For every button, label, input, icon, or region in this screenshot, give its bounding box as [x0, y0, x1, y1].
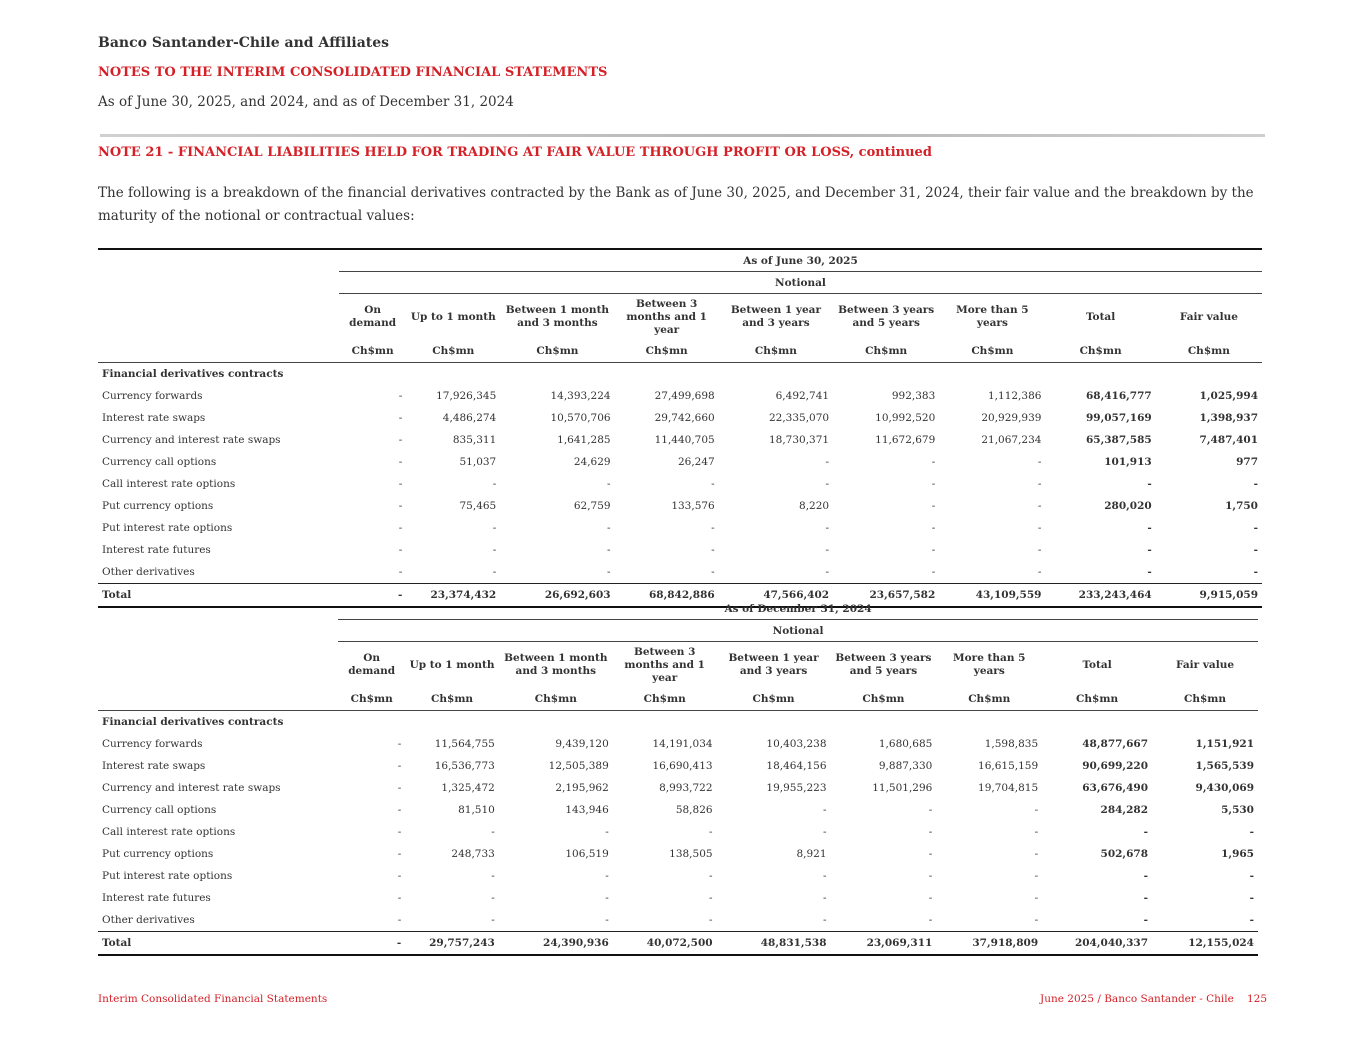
column-header: Fair value: [1175, 658, 1235, 671]
cell-value: -: [1034, 848, 1039, 860]
cell-value: 502,678: [1100, 848, 1149, 860]
cell-value: -: [1147, 566, 1152, 578]
cell-value: -: [1147, 522, 1152, 534]
total-value: 43,109,559: [939, 584, 1045, 608]
cell-value: -: [1147, 478, 1152, 490]
column-header: Between 3 months and 1 year: [624, 645, 705, 684]
cell-value: -: [397, 782, 402, 794]
cell-value: 90,699,220: [1082, 760, 1149, 772]
total-value: 233,243,464: [1045, 584, 1155, 608]
cell-value: -: [607, 478, 611, 490]
total-value: 37,918,809: [936, 932, 1042, 956]
cell-value: 14,393,224: [550, 390, 611, 402]
row-label: Interest rate swaps: [102, 760, 206, 772]
derivatives-table: [98, 248, 1262, 608]
cell-value: 10,992,520: [875, 412, 936, 424]
cell-value: -: [1037, 544, 1042, 556]
cell-value: 11,501,296: [872, 782, 933, 794]
cell-value: 58,826: [675, 804, 713, 816]
total-value: -: [338, 932, 405, 956]
unit-label: Ch$mn: [936, 688, 1042, 711]
cell-value: -: [398, 434, 403, 446]
cell-value: 992,383: [891, 390, 936, 402]
column-header: Between 1 month and 3 months: [505, 304, 610, 329]
cell-value: 248,733: [451, 848, 495, 860]
cell-value: 19,704,815: [978, 782, 1039, 794]
cell-value: 8,921: [796, 848, 827, 860]
cell-value: 1,151,921: [1195, 738, 1254, 750]
cell-value: -: [709, 892, 713, 904]
unit-label: Ch$mn: [831, 688, 937, 711]
cell-value: 1,398,937: [1199, 412, 1258, 424]
cell-value: -: [1147, 544, 1152, 556]
row-label: Other derivatives: [102, 566, 195, 578]
cell-value: 9,439,120: [555, 738, 609, 750]
cell-value: -: [822, 826, 827, 838]
cell-value: -: [397, 826, 402, 838]
cell-value: 16,690,413: [652, 760, 713, 772]
cell-value: 11,440,705: [654, 434, 715, 446]
cell-value: 20,929,939: [981, 412, 1042, 424]
table-row: [98, 733, 1258, 755]
cell-value: -: [1034, 892, 1039, 904]
table-row: [98, 451, 1262, 473]
cell-value: 106,519: [565, 848, 609, 860]
cell-value: -: [492, 522, 497, 534]
cell-value: -: [397, 738, 402, 750]
cell-value: -: [931, 500, 936, 512]
cell-value: -: [491, 826, 495, 838]
cell-value: 138,505: [669, 848, 713, 860]
cell-value: -: [928, 870, 933, 882]
column-header: Up to 1 month: [410, 310, 496, 323]
column-header: Between 1 year and 3 years: [730, 304, 821, 329]
row-label: Currency forwards: [102, 390, 203, 402]
cell-value: 1,565,539: [1195, 760, 1254, 772]
cell-value: -: [709, 914, 713, 926]
derivatives-table: [98, 598, 1258, 956]
cell-value: -: [825, 544, 830, 556]
table-row: [98, 843, 1258, 865]
row-label: Currency call options: [102, 456, 217, 468]
cell-value: 1,965: [1221, 848, 1254, 860]
cell-value: -: [1253, 522, 1258, 534]
cell-value: -: [1037, 456, 1042, 468]
cell-value: -: [1249, 870, 1254, 882]
table-row: [98, 407, 1262, 429]
cell-value: -: [928, 914, 933, 926]
cell-value: -: [825, 522, 830, 534]
cell-value: -: [1037, 500, 1042, 512]
cell-value: -: [931, 544, 936, 556]
cell-value: 1,680,685: [878, 738, 933, 750]
cell-value: 11,672,679: [875, 434, 936, 446]
cell-value: 1,025,994: [1199, 390, 1258, 402]
cell-value: -: [825, 566, 830, 578]
section-label: Financial derivatives contracts: [102, 716, 284, 728]
notes-title: NOTES TO THE INTERIM CONSOLIDATED FINANCIAL STATEMENTS: [98, 65, 608, 80]
unit-label: Ch$mn: [1156, 340, 1262, 363]
total-value: 12,155,024: [1152, 932, 1258, 956]
cell-value: -: [398, 478, 403, 490]
cell-value: 51,037: [459, 456, 497, 468]
cell-value: 835,311: [452, 434, 497, 446]
cell-value: 26,247: [677, 456, 715, 468]
cell-value: -: [822, 804, 827, 816]
cell-value: 65,387,585: [1085, 434, 1152, 446]
total-value: 23,657,582: [833, 584, 939, 608]
cell-value: 62,759: [573, 500, 611, 512]
table-row: [98, 887, 1258, 909]
cell-value: -: [825, 456, 830, 468]
cell-value: -: [1253, 544, 1258, 556]
page-number: 125: [1247, 993, 1268, 1005]
total-label: Total: [98, 584, 339, 608]
cell-value: 1,325,472: [441, 782, 495, 794]
cell-value: 75,465: [459, 500, 497, 512]
cell-value: -: [397, 892, 402, 904]
cell-value: 2,195,962: [555, 782, 609, 794]
cell-value: -: [1143, 826, 1149, 838]
footer-right: June 2025 / Banco Santander - Chile: [1040, 993, 1234, 1005]
cell-value: -: [605, 892, 609, 904]
cell-value: 10,403,238: [766, 738, 827, 750]
note-title: NOTE 21 - FINANCIAL LIABILITIES HELD FOR TRADING AT FAIR VALUE THROUGH PROFIT OR LOSS, continued: [98, 145, 932, 160]
cell-value: 1,112,386: [988, 390, 1042, 402]
cell-value: 6,492,741: [775, 390, 830, 402]
cell-value: -: [928, 892, 933, 904]
cell-value: -: [931, 478, 936, 490]
column-header: Total: [1085, 310, 1116, 323]
total-value: 26,692,603: [500, 584, 614, 608]
cell-value: 19,955,223: [766, 782, 827, 794]
cell-value: -: [491, 870, 495, 882]
unit-label: Ch$mn: [719, 340, 833, 363]
cell-value: -: [398, 500, 403, 512]
unit-label: Ch$mn: [500, 340, 614, 363]
cell-value: 133,576: [671, 500, 715, 512]
cell-value: 24,629: [573, 456, 611, 468]
table-row: [98, 539, 1262, 561]
unit-label: Ch$mn: [405, 688, 499, 711]
cell-value: -: [492, 566, 497, 578]
cell-value: -: [607, 522, 611, 534]
cell-value: -: [711, 522, 715, 534]
cell-value: -: [605, 870, 609, 882]
column-header: Up to 1 month: [409, 658, 495, 671]
cell-value: 977: [1236, 456, 1258, 468]
period-header: As of June 30, 2025: [339, 250, 1262, 272]
cell-value: 99,057,169: [1085, 412, 1152, 424]
row-label: Interest rate futures: [102, 892, 211, 904]
cell-value: -: [398, 456, 403, 468]
cell-value: 284,282: [1100, 804, 1149, 816]
cell-value: -: [1143, 870, 1149, 882]
table-row: [98, 909, 1258, 932]
cell-value: -: [711, 478, 715, 490]
cell-value: 48,877,667: [1082, 738, 1149, 750]
cell-value: -: [1253, 478, 1258, 490]
footer-left: Interim Consolidated Financial Statements: [98, 993, 328, 1005]
total-value: 23,069,311: [831, 932, 937, 956]
table-row: [98, 517, 1262, 539]
cell-value: -: [1034, 870, 1039, 882]
column-header: Between 1 year and 3 years: [728, 652, 819, 677]
table-row: [98, 755, 1258, 777]
column-header: More than 5 years: [953, 652, 1026, 677]
unit-label: Ch$mn: [339, 340, 406, 363]
cell-value: -: [1034, 804, 1039, 816]
unit-label: Ch$mn: [833, 340, 939, 363]
cell-value: -: [607, 566, 611, 578]
derivatives-table-dec-2024: [98, 598, 1258, 956]
unit-label: Ch$mn: [499, 688, 613, 711]
total-value: 23,374,432: [406, 584, 500, 608]
row-label: Put currency options: [102, 848, 214, 860]
cell-value: -: [931, 522, 936, 534]
cell-value: 10,570,706: [550, 412, 611, 424]
row-label: Interest rate futures: [102, 544, 211, 556]
row-label: Call interest rate options: [102, 826, 236, 838]
cell-value: 101,913: [1104, 456, 1152, 468]
table-row: [98, 865, 1258, 887]
row-label: Currency forwards: [102, 738, 203, 750]
unit-label: Ch$mn: [338, 688, 405, 711]
cell-value: -: [1249, 826, 1254, 838]
cell-value: 7,487,401: [1199, 434, 1258, 446]
cell-value: 68,416,777: [1085, 390, 1152, 402]
cell-value: -: [931, 456, 936, 468]
cell-value: 16,615,159: [978, 760, 1039, 772]
table-row: [98, 821, 1258, 843]
cell-value: -: [822, 914, 827, 926]
cell-value: -: [822, 892, 827, 904]
cell-value: 5,530: [1221, 804, 1254, 816]
section-label: Financial derivatives contracts: [102, 368, 284, 380]
cell-value: -: [397, 760, 402, 772]
cell-value: 143,946: [565, 804, 609, 816]
total-row: [98, 932, 1258, 956]
row-label: Currency call options: [102, 804, 217, 816]
intro-paragraph: The following is a breakdown of the financial derivatives contracted by the Bank as of June 30, 2025, and December 31, 2024, their fair value and the breakdown by the maturity of the notional or contractual values:: [98, 185, 1254, 224]
cell-value: 1,641,285: [557, 434, 611, 446]
cell-value: 9,430,069: [1195, 782, 1254, 794]
column-header: On demand: [349, 304, 397, 329]
row-label: Other derivatives: [102, 914, 195, 926]
total-value: 48,831,538: [717, 932, 831, 956]
row-label: Put interest rate options: [102, 522, 233, 534]
cell-value: -: [397, 804, 402, 816]
cell-value: -: [1037, 522, 1042, 534]
column-header: Between 1 month and 3 months: [504, 652, 608, 677]
cell-value: -: [709, 870, 713, 882]
column-header: Fair value: [1179, 310, 1238, 323]
row-label: Put currency options: [102, 500, 214, 512]
cell-value: 1,750: [1225, 500, 1258, 512]
cell-value: -: [1037, 478, 1042, 490]
cell-value: -: [825, 478, 830, 490]
cell-value: -: [398, 522, 403, 534]
unit-label: Ch$mn: [615, 340, 719, 363]
cell-value: 12,505,389: [548, 760, 609, 772]
row-label: Interest rate swaps: [102, 412, 206, 424]
table-row: [98, 495, 1262, 517]
cell-value: 21,067,234: [981, 434, 1042, 446]
column-header: More than 5 years: [956, 304, 1029, 329]
row-label: Put interest rate options: [102, 870, 233, 882]
cell-value: -: [398, 390, 403, 402]
total-value: 68,842,886: [615, 584, 719, 608]
header-divider: [100, 134, 1265, 137]
cell-value: -: [397, 914, 402, 926]
cell-value: -: [492, 478, 497, 490]
cell-value: 8,220: [799, 500, 830, 512]
cell-value: -: [711, 566, 715, 578]
cell-value: -: [928, 826, 933, 838]
column-header: Between 3 years and 5 years: [835, 652, 932, 677]
row-label: Currency and interest rate swaps: [102, 782, 281, 794]
unit-label: Ch$mn: [717, 688, 831, 711]
cell-value: -: [1249, 914, 1254, 926]
as-of-date: As of June 30, 2025, and 2024, and as of December 31, 2024: [98, 94, 514, 110]
cell-value: 1,598,835: [984, 738, 1039, 750]
cell-value: 17,926,345: [436, 390, 497, 402]
row-label: Currency and interest rate swaps: [102, 434, 281, 446]
cell-value: -: [397, 848, 402, 860]
cell-value: -: [1037, 566, 1042, 578]
cell-value: -: [928, 848, 933, 860]
cell-value: -: [711, 544, 715, 556]
company-name: Banco Santander-Chile and Affiliates: [98, 35, 390, 51]
total-label: Total: [98, 932, 338, 956]
cell-value: 8,993,722: [659, 782, 713, 794]
column-header: On demand: [348, 652, 396, 677]
cell-value: -: [397, 870, 402, 882]
row-label: Call interest rate options: [102, 478, 236, 490]
total-value: -: [339, 584, 406, 608]
notional-header: Notional: [338, 620, 1258, 642]
cell-value: 81,510: [458, 804, 495, 816]
column-header: Total: [1082, 658, 1112, 671]
column-header: Between 3 months and 1 year: [626, 297, 707, 336]
cell-value: -: [931, 566, 936, 578]
total-value: 40,072,500: [613, 932, 717, 956]
cell-value: -: [492, 544, 497, 556]
table-row: [98, 777, 1258, 799]
cell-value: -: [928, 804, 933, 816]
period-header: As of December 31, 2024: [338, 598, 1258, 620]
total-value: 47,566,402: [719, 584, 833, 608]
cell-value: 18,730,371: [768, 434, 830, 446]
cell-value: -: [822, 870, 827, 882]
cell-value: 18,464,156: [766, 760, 827, 772]
cell-value: -: [398, 544, 403, 556]
cell-value: 11,564,755: [434, 738, 495, 750]
unit-label: Ch$mn: [1152, 688, 1258, 711]
total-value: 29,757,243: [405, 932, 499, 956]
total-value: 24,390,936: [499, 932, 613, 956]
cell-value: 280,020: [1104, 500, 1152, 512]
cell-value: -: [1143, 914, 1149, 926]
cell-value: -: [605, 914, 609, 926]
cell-value: 22,335,070: [768, 412, 830, 424]
cell-value: 9,887,330: [878, 760, 933, 772]
total-value: 204,040,337: [1042, 932, 1152, 956]
cell-value: 63,676,490: [1082, 782, 1149, 794]
cell-value: 16,536,773: [434, 760, 495, 772]
unit-label: Ch$mn: [1045, 340, 1155, 363]
cell-value: -: [491, 892, 495, 904]
column-header: Between 3 years and 5 years: [838, 304, 935, 329]
cell-value: -: [398, 412, 403, 424]
cell-value: -: [1253, 566, 1258, 578]
cell-value: -: [605, 826, 609, 838]
total-value: 9,915,059: [1156, 584, 1262, 608]
cell-value: -: [491, 914, 495, 926]
notional-header: Notional: [339, 272, 1262, 294]
cell-value: -: [607, 544, 611, 556]
cell-value: -: [1249, 892, 1254, 904]
unit-label: Ch$mn: [1042, 688, 1152, 711]
table-row: [98, 799, 1258, 821]
cell-value: -: [398, 566, 403, 578]
cell-value: -: [1034, 914, 1039, 926]
unit-label: Ch$mn: [406, 340, 500, 363]
table-row: [98, 473, 1262, 495]
cell-value: -: [709, 826, 713, 838]
cell-value: 4,486,274: [442, 412, 497, 424]
cell-value: -: [1034, 826, 1039, 838]
derivatives-table-jun-2025: [98, 248, 1262, 608]
unit-label: Ch$mn: [613, 688, 717, 711]
table-row: [98, 385, 1262, 407]
table-row: [98, 561, 1262, 584]
cell-value: 27,499,698: [654, 390, 715, 402]
unit-label: Ch$mn: [939, 340, 1045, 363]
cell-value: 29,742,660: [654, 412, 715, 424]
table-row: [98, 429, 1262, 451]
cell-value: 14,191,034: [652, 738, 713, 750]
cell-value: -: [1143, 892, 1149, 904]
